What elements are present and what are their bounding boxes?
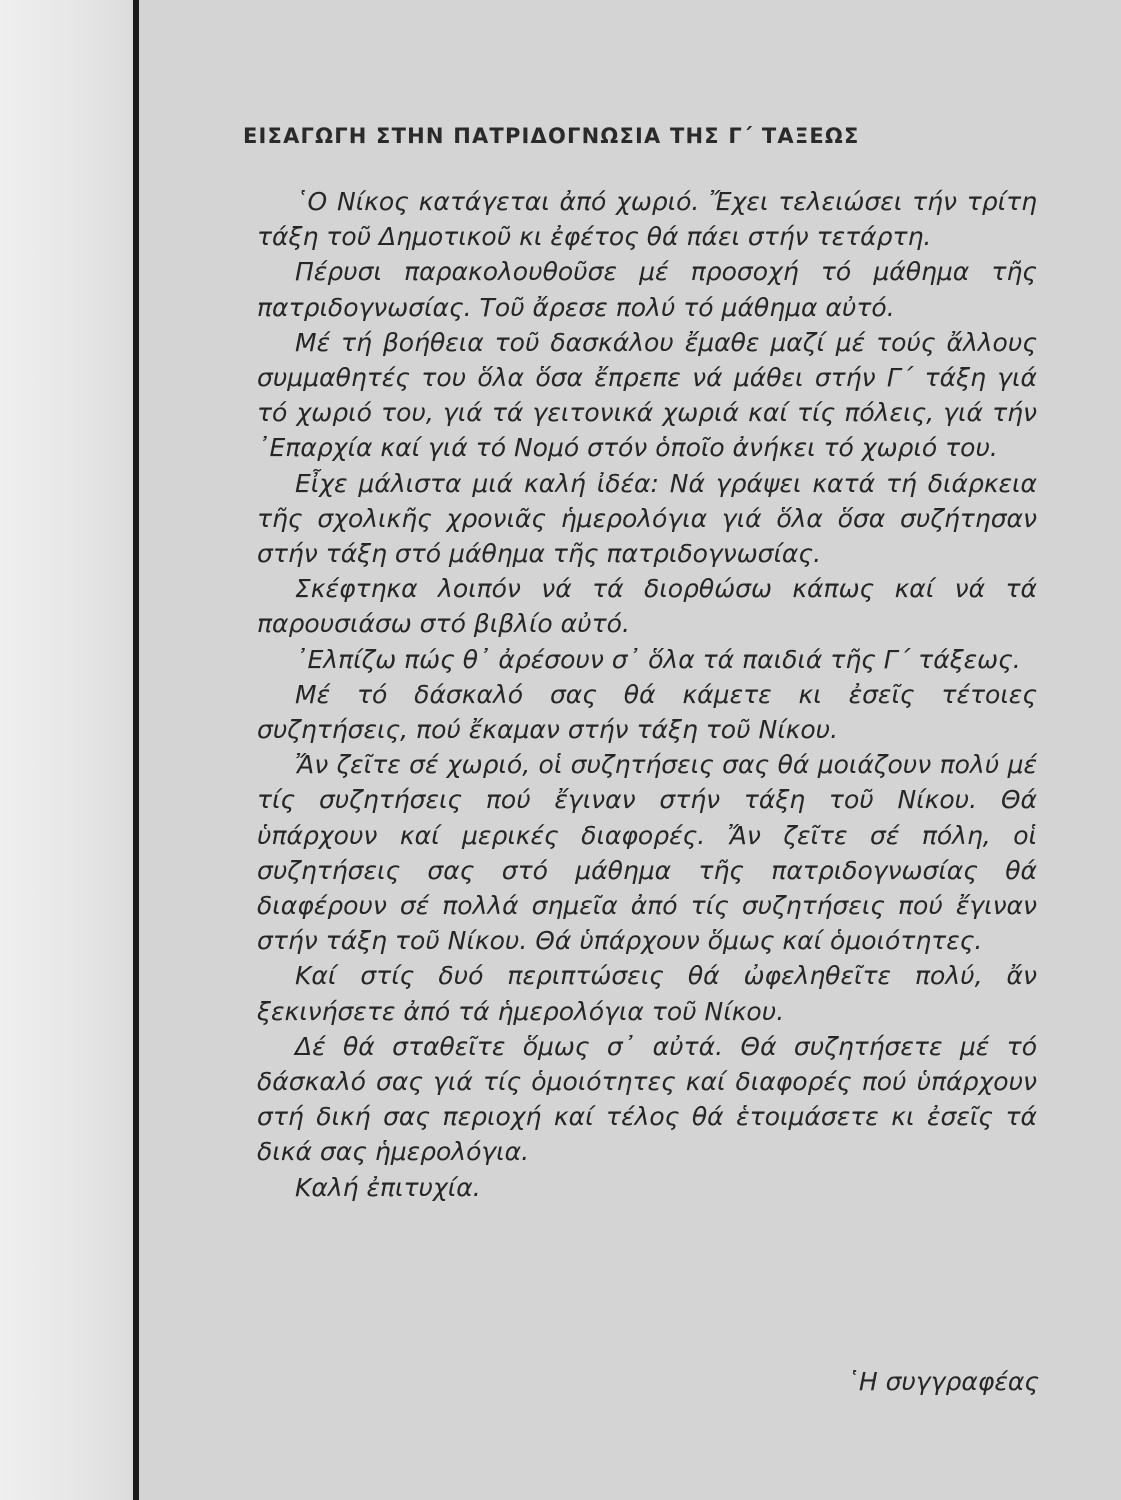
paragraph-5: Σκέφτηκα λοιπόν νά τά διορθώσω κάπως καί νά τά παρουσιάσω στό βιβλίο αὐτό. bbox=[257, 574, 1037, 639]
paragraph-9: Καί στίς δυό περιπτώσεις θά ὠφεληθεῖτε πολύ, ἄν ξεκινήσετε ἀπό τά ἡμερολόγια τοῦ Νίκου. bbox=[257, 961, 1037, 1026]
paragraph-2: Πέρυσι παρακολουθοῦσε μέ προσοχή τό μάθημα τῆς πατριδογνωσίας. Τοῦ ἄρεσε πολύ τό μάθημα αὐτό. bbox=[257, 257, 1037, 322]
page-title: ΕΙΣΑΓΩΓΗ ΣΤΗΝ ΠΑΤΡΙΔΟΓΝΩΣΙΑ ΤΗΣ Γ΄ ΤΑΞΕΩΣ bbox=[243, 124, 860, 148]
paragraph-11: Καλή ἐπιτυχία. bbox=[295, 1172, 481, 1202]
paragraph-1: ῾Ο Νίκος κατάγεται ἀπό χωριό. Ἔχει τελειώσει τήν τρίτη τάξη τοῦ Δημοτικοῦ κι ἐφέτος θά πάει στήν τετάρτη. bbox=[257, 187, 1037, 252]
paragraph-8: Ἄν ζεῖτε σέ χωριό, οἱ συζητήσεις σας θά μοιάζουν πολύ μέ τίς συζητήσεις πού ἔγιναν στήν τάξη τοῦ Νίκου. Θά ὑπάρχουν καί μερικές διαφορές. Ἄν ζεῖτε σέ πόλη, οἱ συζητήσεις σας στό μάθημα τῆς πατριδογνωσίας θά διαφέρουν σέ πολλά σημεῖα ἀπό τίς συζητήσεις πού ἔγιναν στήν τάξη τοῦ Νίκου. Θά ὑπάρχουν ὅμως καί ὁμοιότητες. bbox=[257, 750, 1037, 956]
paragraph-10: Δέ θά σταθεῖτε ὅμως σ᾿ αὐτά. Θά συζητήσετε μέ τό δάσκαλό σας γιά τίς ὁμοιότητες καί διαφορές πού ὑπάρχουν στή δική σας περιοχή καί τέλος θά ἑτοιμάσετε κι ἐσεῖς τά δικά σας ἡμερολόγια. bbox=[257, 1031, 1037, 1167]
paragraph-6: ᾿Ελπίζω πώς θ᾿ ἀρέσουν σ᾿ ὅλα τά παιδιά τῆς Γ΄ τάξεως. bbox=[295, 644, 1021, 674]
scan-left-margin bbox=[0, 0, 133, 1500]
book-page bbox=[139, 0, 1121, 1500]
paragraph-7: Μέ τό δάσκαλό σας θά κάμετε κι ἐσεῖς τέτοιες συζητήσεις, πού ἔκαμαν στήν τάξη τοῦ Νίκου. bbox=[257, 679, 1037, 745]
author-signature: ῾Η συγγραφέας bbox=[846, 1367, 1039, 1396]
body-text bbox=[257, 184, 1037, 1205]
paragraph-4: Εἶχε μάλιστα μιά καλή ἰδέα: Νά γράψει κατά τή διάρκεια τῆς σχολικῆς χρονιᾶς ἡμερολόγια γιά ὅλα ὅσα συζήτησαν στήν τάξη στό μάθημα τῆς πατριδογνωσίας. bbox=[257, 468, 1037, 569]
paragraph-3: Μέ τή βοήθεια τοῦ δασκάλου ἔμαθε μαζί μέ τούς ἄλλους συμμαθητές του ὅλα ὅσα ἔπρεπε νά μάθει στήν Γ΄ τάξη γιά τό χωριό του, γιά τά γειτονικά χωριά καί τίς πόλεις, γιά τήν ᾿Επαρχία καί γιά τό Νομό στόν ὁποῖο ἀνήκει τό χωριό του. bbox=[257, 327, 1037, 463]
